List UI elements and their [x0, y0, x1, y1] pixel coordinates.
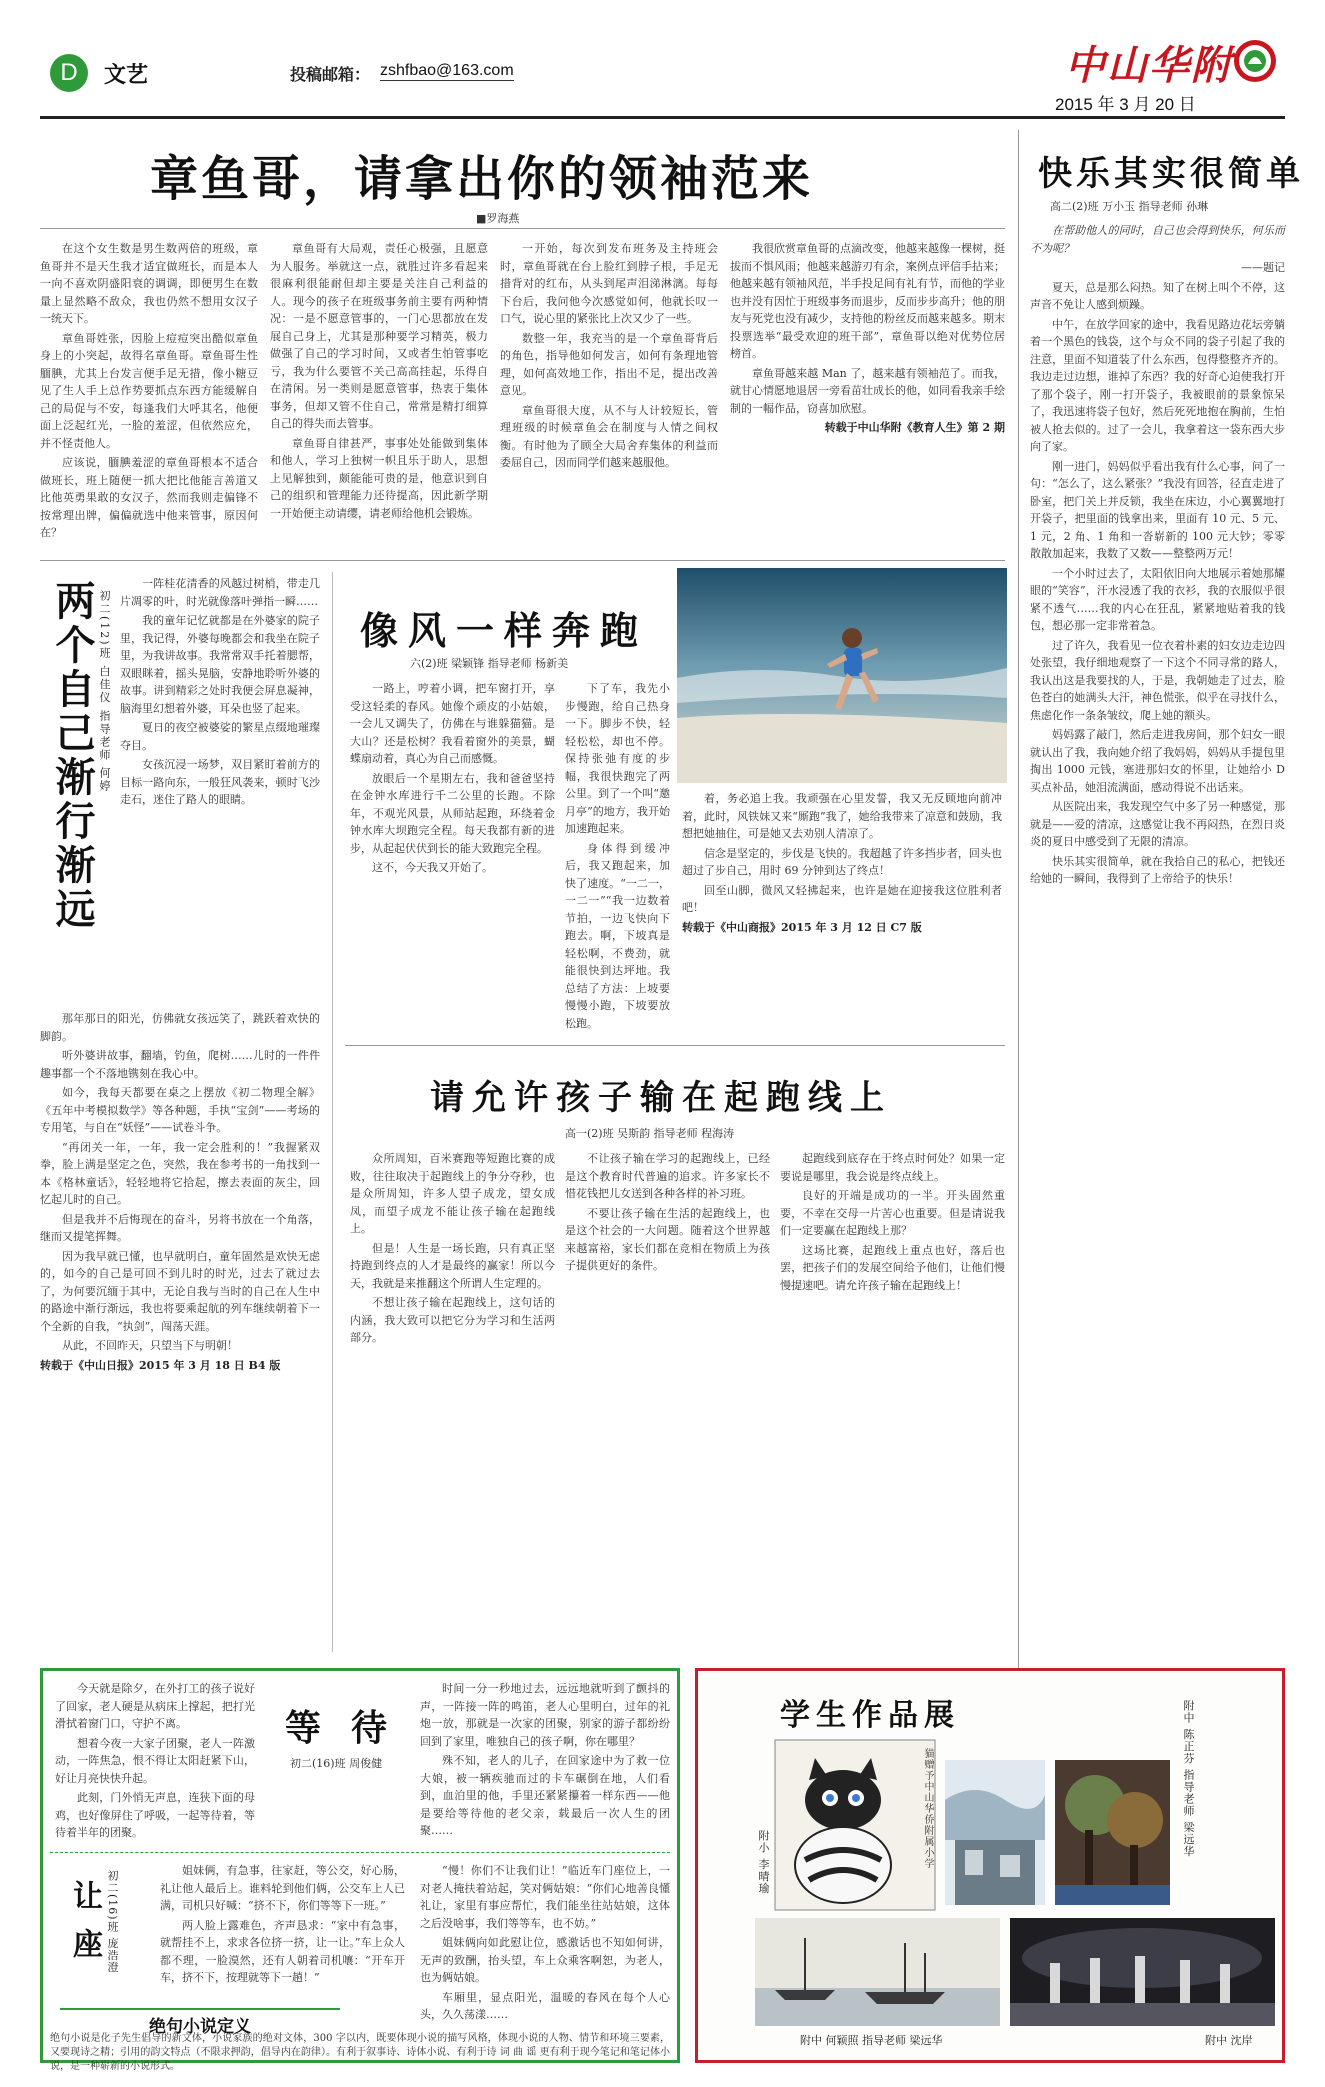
- race-article-p: 不要让孩子输在生活的起跑线上，也是这个社会的一大问题。随着这个世界越来越富裕，家长们都在竞相在物质上为孩子提供更好的条件。: [565, 1206, 770, 1272]
- header-rule: [40, 116, 1285, 119]
- main-article-p: 在这个女生数是男生数两倍的班级，章鱼哥并不是天生我才适宜做班长，而是本人一向不喜欢阴盛阳衰的调调，即便男生在数量上显然略不敌众，我也仍然不想用女汉子一统天下。: [40, 242, 258, 325]
- school-logo-icon: [1232, 38, 1278, 84]
- left-article-p: 因为我早就已懂，也早就明白，童年固然是欢快无虑的，如今的自己是可回不到儿时的时光，过去了就过去了，为何要沉缅于其中，无论自我与当时的自己在人生中的路途中渐行渐远，我也将要乘起航的列车继续朝着下一个全新的自我，“执剑”，闯荡天涯。: [40, 1249, 320, 1333]
- wind-article-p: 回至山脚，微风又轻拂起来，也许是她在迎接我这位胜利者吧！: [682, 883, 1002, 914]
- race-article-p: 起跑线到底存在于终点时何处？如果一定要说是哪里，我会说是终点线上。: [780, 1152, 1005, 1183]
- novel-definition-title: 绝句小说定义: [60, 2008, 340, 2037]
- running-boy-photo: [677, 568, 1007, 783]
- side-article-p: 从医院出来，我发现空气中多了另一种感觉，那就是——爱的清凉，这感觉让我不再闷热，在烈日炎炎的夏日中感受到了无限的清凉。: [1030, 800, 1285, 848]
- main-article-author: ■罗海燕: [476, 212, 520, 225]
- wind-article-p: 下了车，我先小步慢跑，给自己热身一下。脚步不快，轻轻松松，却也不停。保持张弛有度的步幅，我很快跑完了两公里。到了一个叫“邀月亭”的地方，我开始加速跑起来。: [565, 682, 670, 835]
- main-article-title: 章鱼哥，请拿出你的领袖范来: [150, 151, 814, 207]
- side-article-p: 过了许久，我看见一位衣着朴素的妇女边走边四处张望，我仔细地观察了一下这个不同寻常的路人，我认出这是我要找的人，于是，我朝她走了过去，脸色苍白的她满头大汗，神色慌张，似乎在寻找什么，焦虑化作一条条皱纹，爬上她的额头。: [1030, 638, 1285, 722]
- main-article-p: 章鱼哥姓张，因脸上痘痘突出酷似章鱼身上的小突起，故得名章鱼哥。章鱼哥生性腼腆，尤其上台发言便手足无措，像小糖豆见了生人手上总作势要抓点东西方能缓解自己的局促与不安，每逢我们大呼其名，他便面上泛起红光，一脸的羞涩，但依然应允，并不怪责他人。: [40, 331, 258, 450]
- main-article-p: 章鱼哥越来越 Man 了，越来越有领袖范了。而我，就甘心情愿地退居一旁看苗壮成长的他，如同看我亲手绘制的一幅作品，窃喜加欣慰。: [730, 366, 1005, 415]
- gallery-title: 学生作品展: [780, 1698, 960, 1733]
- main-article-p: 一开始，每次到发布班务及主持班会时，章鱼哥就在台上脸红到脖子根，手足无措背对的红布，从头到尾声泪涕淋漓。每每下台后，我问他今次感觉如何，他就长叹一口气，说心里的紧张比上次又少了一些。: [500, 242, 718, 325]
- main-article-p: 数整一年，我充当的是一个章鱼哥背后的角色，指导他如何发言，如何有条理地管理，如何高效地工作，指出不足，提出改善意见。: [500, 331, 718, 397]
- village-painting: [945, 1760, 1045, 1905]
- waiting-article-col-1: [55, 1680, 255, 1845]
- left-article-byline: 初二(12)班 白佳仪 指导老师 何婷: [98, 590, 111, 794]
- side-article-p: 夏天，总是那么闷热。知了在树上叫个不停，这声音不免让人感到烦躁。: [1030, 280, 1285, 311]
- seat-article-col-2: [420, 1862, 670, 2021]
- left-article-p: 听外婆讲故事，翻墙，钓鱼，爬树……儿时的一件件趣事都一个不落地镌刻在我心中。: [40, 1049, 320, 1080]
- left-article-p: 夏日的夜空被婆娑的繁星点缀地璀璨夺目。: [120, 721, 320, 752]
- race-article-col-2: [565, 1150, 770, 1645]
- left-article-p: 我的童年记忆就都是在外婆家的院子里，我记得，外婆每晚都会和我坐在院子里，为我讲故事。我常常双手托着腮帮，双眼眯着，摇头晃脑，安静地聆听外婆的故事。讲到精彩之处时我便会屏息凝神，脑海里幻想着外婆，耳朵也竖了起来。: [120, 614, 320, 715]
- gallery-caption-4: 附中 沈岸: [1205, 2034, 1253, 2047]
- main-article-col-3: [500, 240, 718, 530]
- side-article-p: 中午，在放学回家的途中，我看见路边花坛旁躺着一个黑色的钱袋，这个与众不同的袋子引起了我的注意，里面不知道装了什么东西，包得整整齐齐的。我边走过边想，谁掉了东西？我的好奇心迫使我打开了那个袋子，刚一打开袋子，我被眼前的景象惊呆了，我迅速将袋子包好，然后死死地抱在胸前，生怕被人抢去似的。过了一会儿，我拿着这一袋东西大步向了家。: [1030, 317, 1285, 453]
- waiting-article-p: 想着今夜一大家子团聚，老人一阵激动，一阵焦急，恨不得让太阳赶紧下山，好让月亮快快升起。: [55, 1736, 255, 1785]
- side-column-divider: [1018, 130, 1019, 1920]
- wind-article-p: 着，务必追上我。我顽强在心里发誓，我又无反顾地向前冲着，此时，风铁妹又来“厮跑”我了，她给我带来了凉意和鼓励，我想把她抽住，可是她又去劝别人清凉了。: [682, 792, 1002, 840]
- side-article-title: 快乐其实很简单: [1038, 154, 1304, 194]
- wind-article-bottom-rule: [345, 1045, 1005, 1046]
- race-article-col-3: [780, 1150, 1005, 1645]
- waiting-article-byline: 初二(16)班 周俊健: [290, 1757, 383, 1770]
- wind-article-byline: 六(2)班 梁颖锋 指导老师 杨新美: [410, 657, 569, 670]
- race-article-p: 不让孩子输在学习的起跑线上，已经是这个教育时代普遍的追求。许多家长不惜花钱把儿女送到各种各样的补习班。: [565, 1152, 770, 1200]
- wind-article-col-2: [565, 680, 670, 1035]
- side-article-p: 刚一进门，妈妈似乎看出我有什么心事，问了一句：“怎么了，这么紧张？”我没有回答，径直走进了卧室，把门关上并反锁，我坐在床边，小心翼翼地打开袋子，把里面的钱拿出来，里面有 10 元、5 元、1 元，2 角、1 角和一沓崭新的 100 元大钞；零零散散加起来，我数了又数——整整两万元！: [1030, 459, 1285, 560]
- trees-painting: [1055, 1760, 1170, 1905]
- waiting-article-p: 今天就是除夕，在外打工的孩子说好了回家，老人硬是从病床上撑起，把打光滑拭着窗门口，守护不离。: [55, 1682, 255, 1730]
- wind-article-title: 像风一样奔跑: [360, 608, 649, 653]
- race-article-p: 这场比赛，起跑线上重点也好，落后也罢，把孩子们的发展空间给予他们，让他们慢慢提速吧。请允许孩子输在起跑线上！: [780, 1243, 1005, 1292]
- main-article-col-1: [40, 240, 258, 539]
- boats-painting: [755, 1918, 1000, 2026]
- email-label: 投稿邮箱：: [290, 67, 371, 84]
- main-article-p: 章鱼哥很大度，从不与人计较短长，管理班级的时候章鱼会在制度与人情之间权衡。有时他为了顾全大局舍弃集体的利益而委屈自己，因而同学们越来越服他。: [500, 403, 718, 469]
- fiction-box-divider: [50, 1852, 670, 1853]
- waiting-article-p: 殊不知，老人的儿子，在回家途中为了救一位大娘，被一辆疾驰而过的卡车碾倒在地，人们看到，血泊里的他，手里还紧紧攥着一样东西——他是要给等待他的老父亲，载最后一次人生的团聚……: [420, 1754, 670, 1837]
- left-article-p: 如今，我每天都要在桌之上摆放《初二物理全解》《五年中考模拟数学》等各种题，手执“宝剑”——考场的专用笔，与自在“妖怪”——试卷斗争。: [40, 1086, 320, 1134]
- gallery-caption-3: 附中 何颖照 指导老师 梁远华: [800, 2034, 943, 2047]
- gallery-caption-2: 附中 陈正芬 指导老师 梁远华: [1182, 1700, 1195, 1858]
- section-name: 文艺: [104, 62, 149, 87]
- main-article-rule: [40, 228, 1005, 229]
- main-article-p: 应该说，腼腆羞涩的章鱼哥根本不适合做班长，班上随便一抓大把比他能言善道又比他英勇果敢的女汉子，然而我则走偏锋不按常理出牌，偏偏就选中他来管事，原因何在？: [40, 456, 258, 539]
- wind-article-p: 信念是坚定的，步伐是飞快的。我超越了许多挡步者，回头也超过了步自己，用时 69 分钟到达了终点！: [682, 846, 1002, 877]
- main-article-bottom-rule: [40, 560, 1005, 561]
- race-article-p: 不想让孩子输在起跑线上，这句话的内涵，我大致可以把它分为学习和生活两部分。: [350, 1296, 555, 1344]
- seat-article-byline: 初二(16)班 庞浩澄: [106, 1870, 119, 1974]
- main-article-col-2: [270, 240, 488, 530]
- cat-painting-inscription: 猫赠予中山华侨附属小学: [922, 1748, 933, 1869]
- waiting-article-col-2: [420, 1680, 670, 1845]
- seat-article-col-1: [160, 1862, 405, 2002]
- wind-article-col-1: [350, 680, 555, 1035]
- main-article-p: 章鱼哥有大局观，责任心极强，且愿意为人服务。举就这一点，就胜过许多看起来很麻利很能耐但却主要是关注自己利益的人。现今的孩子在班级事务前主要有两种情况：一是不愿意管事的，一门心思都放在发展自己身上，尤其是那种要学习精英，极力做强了自己的学习时间，又或者生怕管事吃亏，我为什么要管不关己高高挂起，乐得自在清闲。另一类则是愿意管事，热衷于集体事务，但却又管不住自己，常常是精打细算自己的得失而去管事。: [270, 242, 488, 430]
- side-article-epigraph: 在帮助他人的同时，自己也会得到快乐，何乐而不为呢？: [1030, 224, 1285, 255]
- waiting-article-title: 等待: [285, 1707, 418, 1749]
- race-article-p: 众所周知，百米赛跑等短跑比赛的成败，往往取决于起跑线上的争分夺秒，也是众所周知，许多人望子成龙，望女成凤，而望子成龙不能让孩子输在起跑线上。: [350, 1152, 555, 1235]
- novel-definition-text: 绝句小说是化子先生倡导的新文体，小说家族的绝对文体，300 字以内，既要体现小说的描写风格，体现小说的人物、情节和环境三要素，又要现诗之精；引用的韵文特点（不限求押韵，倡导内在韵律）。有利于叙事诗、诗体小说、有利于诗 词 曲 谣 更有利于现今笔记和笔记体小说，是一种崭新的小说形式。: [50, 2033, 670, 2072]
- side-article-epigraph-sign: ——题记: [1241, 261, 1285, 274]
- gallery-caption-1: 附小 李晴瑜: [757, 1830, 770, 1895]
- waiting-article-p: 此刻，门外悄无声息，连狭下面的母鸡，也好像屏住了呼吸，一起等待着，等待着半年的团聚。: [55, 1791, 255, 1839]
- left-article-title: 两个自己渐行渐远: [49, 580, 96, 932]
- email-link[interactable]: zshfbao@163.com: [380, 62, 514, 79]
- seat-article-title: 让座: [67, 1880, 102, 1976]
- race-article-col-1: [350, 1150, 555, 1645]
- seat-article-p: 姐妹俩向如此慰让位，感激话也不知如何讲，无声的致酬，抬头望，车上众乘客啊恕，为老人，也为俩姑娘。: [420, 1936, 670, 1984]
- wind-article-p: 一路上，哼着小调，把车窗打开，享受这轻柔的春风。她像个顽皮的小姑娘，一会儿又调失了，仿佛在与谁躲猫猫。是大山？还是松树？我看着窗外的美景，蝴蝶扇动着，真心为自己而感慨。: [350, 682, 555, 765]
- left-article-p: 从此，不回昨天，只望当下与明朝！: [62, 1339, 238, 1352]
- cat-painting: [775, 1740, 935, 1910]
- main-article-p: 我很欣赏章鱼哥的点滴改变，他越来越像一棵树，挺拔而不惧风雨；他越来越游刃有余，案例点评信手拈来；他越来越有领袖风范，半手投足间有礼有节，而他的学业也并没有因忙于班级事务而退步，反而步步高升；他的朋友与死党也没有减少，支持他的粉丝反而越来越多。期末投票选举“最受欢迎的班干部”，章鱼哥以绝对优势位居榜首。: [730, 242, 1005, 360]
- left-article-p: 女孩沉浸一场梦，双目紧盯着前方的目标一路向东，一般狂风袭来，顿时飞沙走石，迷住了路人的眼睛。: [120, 758, 320, 806]
- wind-article-col-3: [682, 790, 1002, 1035]
- issue-date: 2015 年 3 月 20 日: [1055, 95, 1196, 114]
- race-article-byline: 高一(2)班 吴斯韵 指导老师 程海涛: [565, 1127, 735, 1140]
- left-column-divider: [332, 572, 333, 1652]
- race-article-p: 但是！人生是一场长跑，只有真正坚持跑到终点的人才是最终的赢家！所以今天，我就是来推翻这个所谓人生定理的。: [350, 1241, 555, 1290]
- seat-article-p: 两人脸上露难色，齐声恳求：“家中有急事，就帮挂不上，求求各位挤一挤，让一让。”车上众人都不理，一脸漠然，还有人朝着司机嚷：“开车开车，挤不下，按理就等下一趟！”: [160, 1918, 405, 1984]
- wind-article-p: 放眼后一个星期左右，我和爸爸坚持在金钟水库进行千二公里的长跑。不除年，不观光风景，从师站起跑，环绕着金钟水库大坝跑完全程。每天我都有新的进步，从起起伏伏到长的能大致跑完全程。: [350, 771, 555, 855]
- main-article-source: 转载于中山华附《教育人生》第 2 期: [824, 421, 1005, 434]
- section-badge: D: [50, 54, 88, 92]
- seat-article-p: 姐妹俩，有急事，往家赶，等公交，好心肠，礼让他人最后上。谁料轮到他们俩，公交车上人已满，司机只好喊：“挤不下，你们等等下一班。”: [160, 1864, 405, 1912]
- race-article-title: 请允许孩子输在起跑线上: [430, 1078, 892, 1118]
- seat-article-p: “慢！你们不让我们让！”临近车门座位上，一对老人掩扶着站起，笑对俩姑娘：“你们心地善良懂礼让，家里有事应帮忙，我们能坐往站姑娘，这体之后没啥事，我们等等车，也不妨。”: [420, 1864, 670, 1930]
- race-article-p: 良好的开端是成功的一半。开头固然重要，不幸在交母一片苦心也重要。但是请说我们一定要赢在起跑线上那？: [780, 1189, 1005, 1237]
- dance-photo: [1010, 1918, 1275, 2026]
- masthead: 中山华附: [1065, 42, 1233, 89]
- left-article-p: 但是我并不后悔现在的奋斗，另将书放在一个角落，继而又提笔挥舞。: [40, 1212, 320, 1243]
- wind-article-p: 这不，今天我又开始了。: [372, 861, 493, 874]
- side-article-p: 快乐其实很简单，就在我拾自己的私心，把钱还给她的一瞬间，我得到了上帝给予的快乐！: [1030, 854, 1285, 885]
- wind-article-p: 身体得到缓冲后，我又跑起来，加快了速度。“一二一，一二一”“我一边数着节拍，一边飞快向下跑去。啊，下坡真是轻松啊，不费劲，就能很快到达坪地。我总结了方法：上坡要慢慢小跑，下坡要放松跑。: [565, 841, 670, 1030]
- side-article-p: 妈妈露了敲门，然后走进我房间，那个妇女一眼就认出了我，我向她介绍了我妈妈，妈妈从手提包里掏出 1000 元钱，塞进那妇女的怀里，让她给小 D 买点补品，她泪流满面，感动得说不出话来。: [1030, 728, 1285, 794]
- left-article-p: “再闭关一年，一年，我一定会胜利的！”我握紧双拳，脸上满是坚定之色，突然，我在参考书的一角找到一本《格林童话》，轻轻地将它拾起，擦去表面的灰尘，回忆起儿时的自己。: [40, 1140, 320, 1206]
- wind-article-source: 转载于《中山商报》2015 年 3 月 12 日 C7 版: [682, 920, 922, 934]
- main-article-col-4: [730, 240, 1005, 550]
- left-article-p: 一阵桂花清香的风越过树梢，带走几片凋零的叶，时光就像落叶弹指一瞬……: [120, 577, 320, 608]
- side-article-p: 一个小时过去了，太阳依旧向大地展示着她那耀眼的“笑容”，汗水浸透了我的衣衫，我的衣服似乎很紧不透气……我的内心在狂乱，紧紧地贴着我的钱包，想必那一定非常着急。: [1030, 566, 1285, 632]
- seat-article-p: 车厢里，显点阳光，温暖的春风在每个人心头，久久荡漾……: [420, 1990, 670, 2021]
- left-article-p: 那年那日的阳光，仿佛就女孩远笑了，跳跃着欢快的脚韵。: [40, 1012, 320, 1043]
- left-article-source: 转载于《中山日报》2015 年 3 月 18 日 B4 版: [40, 1358, 281, 1372]
- left-article-top: [120, 575, 320, 1005]
- left-article-bottom: [40, 1010, 320, 1650]
- waiting-article-p: 时间一分一秒地过去，远远地就听到了颤抖的声，一阵接一阵的鸣笛，老人心里明白，过年的礼炮一放，那就是一次家的团聚，别家的游子都纷纷回到了家里，唯独自己的孩子啊，你在哪里？: [420, 1682, 670, 1748]
- main-article-p: 章鱼哥自律甚严，事事处处能做到集体和他人，学习上独树一帜且乐于助人，思想上见解独到，颇能能可贵的是，他意识到自己的组织和管理能力还待提高，因此新学期一开始便主动请缨，请老师给他机会锻炼。: [270, 436, 488, 520]
- side-article-body: [1030, 222, 1285, 1917]
- side-article-byline: 高二(2)班 万小玉 指导老师 孙琳: [1050, 200, 1209, 213]
